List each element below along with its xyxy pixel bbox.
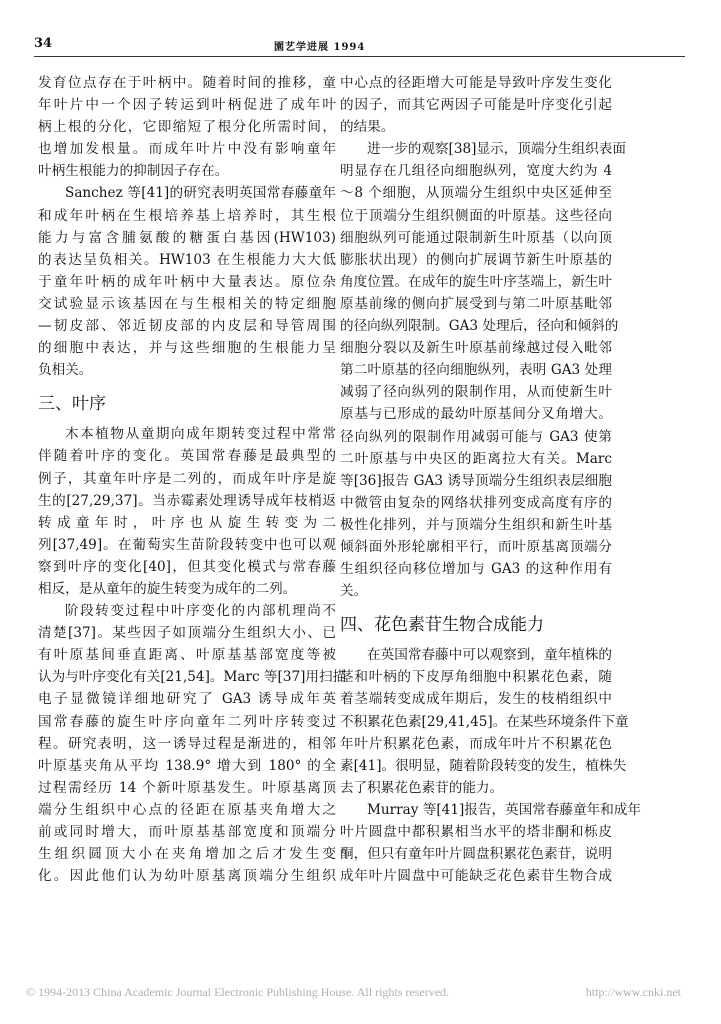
text-line: 茎和叶柄的下皮厚角细胞中积累花色素，随 [340, 669, 612, 686]
text-line: 进一步的观察[38]显示，顶端分生组织表面 [367, 141, 626, 158]
text-line: 认为与叶序变化有关[21,54]。Marc 等[37]用扫描 [38, 669, 347, 686]
text-line: 在英国常春藤中可以观察到，童年植株的 [367, 647, 612, 664]
text-line: 有叶原基间垂直距离、叶原基基部宽度等被 [38, 647, 336, 664]
left-column [38, 72, 347, 887]
text-line: 相反，是从童年的旋生转变为成年的二列。 [38, 580, 297, 597]
text-line: 成年叶片圆盘中可能缺乏花色素苷生物合成 [340, 868, 612, 885]
text-line: 发育位点存在于叶柄中。随着时间的推移，童 [38, 75, 336, 91]
text-line: 二叶原基与中央区的距离拉大有关。Marc [340, 450, 612, 467]
text-line: 木本植物从童期向成年期转变过程中常常 [65, 426, 336, 443]
text-line: 生组织圆顶大小在夹角增加之后才发生变 [38, 846, 336, 863]
text-line: 中微管由复杂的网络状排列变成高度有序的 [340, 494, 612, 511]
text-line: 径向纵列的限制作用减弱可能与 GA3 使第 [340, 428, 612, 445]
text-line: 着茎端转变成成年期后，发生的枝梢组织中 [340, 691, 612, 708]
text-line: 角度位置。在成年的旋生叶序茎端上，新生叶 [340, 273, 612, 290]
text-line: 也增加发根量。而成年叶片中没有影响童年 [38, 141, 336, 158]
text-line: 于童年叶柄的成年叶柄中大量表达。原位杂 [38, 273, 336, 290]
text-line: 不积累花色素[29,41,45]。在某些环境条件下童 [340, 713, 629, 730]
text-line: 叶片圆盘中都积累相当水平的塔非酮和栎皮 [340, 824, 612, 840]
text-line: 素[41]。很明显，随着阶段转变的发生，植株失 [340, 757, 627, 774]
left-paragraph-1 [38, 72, 336, 182]
text-line: 年叶片积累花色素，而成年叶片不积累花色 [340, 735, 612, 752]
text-line: 中心点的径距增大可能是导致叶序发生变化 [340, 75, 612, 91]
text-line: 第二叶原基的径向细胞纵列，表明 GA3 处理 [340, 362, 612, 379]
text-line: 的径向纵列限制。GA3 处理后，径向和倾斜的 [340, 318, 619, 335]
text-line: 化。因此他们认为幼叶原基离顶端分生组织 [38, 868, 336, 885]
right-column [340, 72, 641, 887]
text-line: 伴随着叶序的变化。英国常春藤是最典型的 [38, 448, 336, 465]
page-footer [26, 985, 681, 1000]
text-line: 过程需经历 14 个新叶原基发生。叶原基离顶 [38, 779, 336, 796]
text-line: 叶柄生根能力的抑制因子存在。 [38, 163, 229, 180]
right-paragraph-4 [340, 799, 641, 887]
copyright-notice: © 1994-2013 China Academic Journal Electronic Publishing House. All rights reserved. [26, 985, 450, 999]
text-line: 原基前缘的侧向扩展受到与第二叶原基毗邻 [340, 295, 612, 312]
text-line: ～8 个细胞，从顶端分生组织中央区延伸至 [340, 185, 612, 202]
text-line: 年叶片中一个因子转运到叶柄促进了成年叶 [38, 97, 336, 114]
source-url: http://www.cnki.net [585, 985, 681, 999]
header-rule [34, 56, 685, 57]
text-line: 倾斜面外形轮廓相平行，而叶原基离顶端分 [340, 538, 612, 555]
text-line: 膨胀状出现）的侧向扩展调节新生叶原基的 [340, 251, 612, 268]
right-paragraph-1 [340, 72, 612, 138]
text-line: 例子，其童年叶序是二列的，而成年叶序是旋 [38, 470, 336, 487]
text-line: 转成童年时，叶序也从旋生转变为二 [38, 514, 336, 531]
left-paragraph-3 [38, 423, 336, 600]
right-paragraph-3 [340, 644, 629, 799]
text-line: 交试验显示该基因在与生根相关的特定细胞 [38, 295, 336, 312]
text-line: 关。 [340, 583, 368, 600]
text-line: 和成年叶柄在生根培养基上培养时，其生根 [38, 207, 336, 224]
text-line: 柄上根的分化，它即缩短了根分化所需时间， [38, 119, 336, 136]
text-line: 端分生组织中心点的径距在原基夹角增大之 [38, 801, 336, 818]
text-line: 明显存在几组径向细胞纵列，宽度大约为 4 [340, 163, 612, 180]
text-line: 清楚[37]。某些因子如顶端分生组织大小、已 [38, 625, 336, 642]
text-line: 去了积累花色素苷的能力。 [340, 779, 504, 796]
text-line: 列[37,49]。在葡萄实生苗阶段转变中也可以观 [38, 536, 336, 553]
text-line: 的细胞中表达，并与这些细胞的生根能力呈 [38, 340, 336, 357]
left-paragraph-4 [38, 600, 347, 887]
text-line: 的表达呈负相关。HW103 在生根能力大大低 [38, 251, 336, 268]
section-heading-anthocyanin: 四、花色素苷生物合成能力 [340, 615, 544, 636]
text-line: 生的[27,29,37]。当赤霉素处理诱导成年枝梢返 [38, 492, 336, 509]
text-line: 位于顶端分生组织侧面的叶原基。这些径向 [340, 207, 612, 224]
text-line: 察到叶序的变化[40]，但其变化模式与常春藤 [38, 558, 336, 575]
text-line: Murray 等[41]报告，英国常春藤童年和成年 [367, 801, 641, 818]
left-paragraph-2 [38, 182, 336, 381]
text-line: 原基与已形成的最幼叶原基间分叉角增大。 [340, 406, 612, 423]
text-line: 极性化排列，并与顶端分生组织和新生叶基 [340, 516, 612, 533]
text-line: 酮，但只有童年叶片圆盘积累花色素苷，说明 [340, 846, 612, 863]
section-heading-leaf-arrangement: 三、叶序 [38, 394, 106, 415]
text-line: 生组织径向移位增加与 GA3 的这种作用有 [340, 561, 612, 578]
text-line: 国常春藤的旋生叶序向童年二列叶序转变过 [38, 713, 336, 730]
text-line: 能力与富含脯氨酸的糖蛋白基因(HW103) [38, 229, 336, 246]
text-line: 阶段转变过程中叶序变化的内部机理尚不 [65, 603, 336, 620]
text-line: 的因子，而其它两因子可能是叶序变化引起 [340, 97, 612, 114]
text-line: 前或同时增大，而叶原基基部宽度和顶端分 [38, 824, 336, 840]
page-number: 34 [34, 36, 53, 51]
journal-running-title: 園艺学进展 1994 [274, 42, 366, 53]
text-line: 细胞分裂以及新生叶原基前缘越过侵入毗邻 [340, 340, 612, 357]
text-line: 程。研究表明，这一诱导过程是渐进的，相邻 [38, 735, 336, 752]
text-line: 负相关。 [38, 362, 93, 379]
text-line: 叶原基夹角从平均 138.9° 增大到 180° 的全 [38, 757, 336, 774]
text-line: 减弱了径向纵列的限制作用，从而使新生叶 [340, 384, 612, 401]
text-line: 电子显微镜详细地研究了 GA3 诱导成年英 [38, 691, 336, 708]
page-header [0, 0, 721, 60]
text-line: 等[36]报告 GA3 诱导顶端分生组织表层细胞 [340, 472, 612, 489]
text-line: 的结果。 [340, 119, 395, 136]
text-line: 细胞纵列可能通过限制新生叶原基（以向顶 [340, 229, 612, 246]
right-paragraph-2 [340, 138, 626, 602]
text-line: —韧皮部、邻近韧皮部的内皮层和导管周围 [38, 318, 336, 335]
text-line: Sanchez 等[41]的研究表明英国常春藤童年 [65, 185, 336, 202]
